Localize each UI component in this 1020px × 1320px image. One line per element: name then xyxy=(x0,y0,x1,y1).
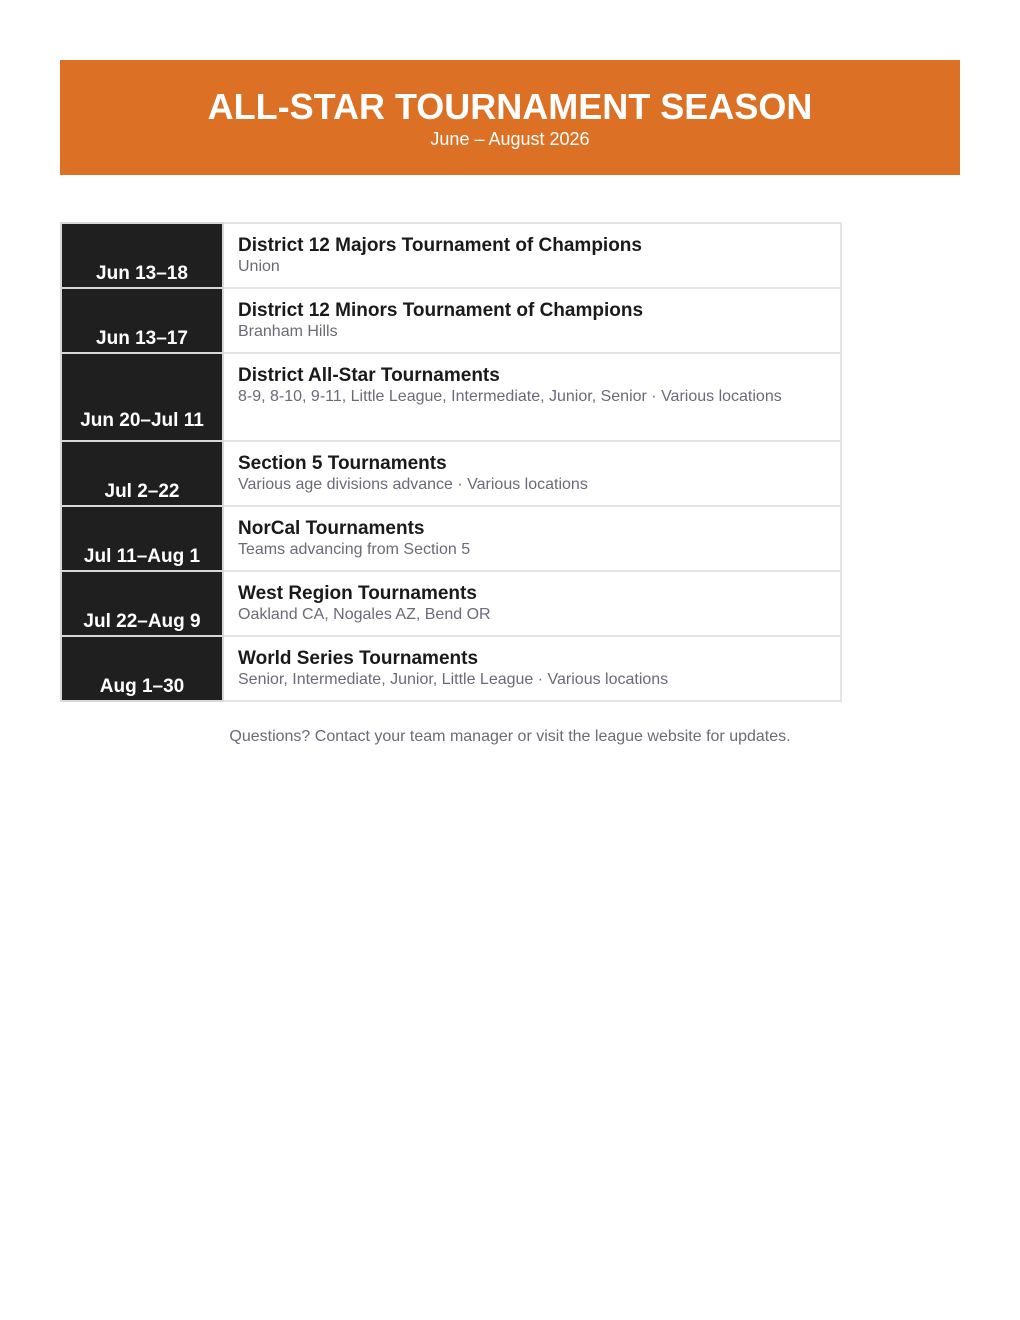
tournament-schedule-table xyxy=(60,222,842,702)
event-date: Jul 22–Aug 9 xyxy=(61,571,223,636)
schedule-row xyxy=(61,353,841,441)
event-title: District All-Star Tournaments xyxy=(238,365,500,386)
event-date: Jun 13–17 xyxy=(61,288,223,353)
event-detail: Senior, Intermediate, Junior, Little League · Various locations xyxy=(238,671,669,688)
event-info xyxy=(223,506,841,571)
event-date: Jul 11–Aug 1 xyxy=(61,506,223,571)
schedule-row xyxy=(61,441,841,506)
event-date: Jun 13–18 xyxy=(61,223,223,288)
event-title: District 12 Majors Tournament of Champions xyxy=(238,235,642,256)
event-date: Jun 20–Jul 11 xyxy=(61,353,223,441)
event-detail: Teams advancing from Section 5 xyxy=(238,541,471,558)
event-detail: Oakland CA, Nogales AZ, Bend OR xyxy=(238,606,491,623)
schedule-row xyxy=(61,571,841,636)
event-info xyxy=(223,353,841,441)
event-detail: Union xyxy=(238,258,280,275)
schedule-row xyxy=(61,506,841,571)
event-info xyxy=(223,571,841,636)
schedule-row xyxy=(61,223,841,288)
footer-note: Questions? Contact your team manager or visit the league website for updates. xyxy=(229,728,791,745)
event-title: District 12 Minors Tournament of Champions xyxy=(238,300,644,321)
page-title: ALL-STAR TOURNAMENT SEASON xyxy=(207,86,813,127)
event-title: Section 5 Tournaments xyxy=(238,453,447,474)
event-date: Jul 2–22 xyxy=(61,441,223,506)
page-subtitle: June – August 2026 xyxy=(430,129,590,149)
event-info xyxy=(223,441,841,506)
event-info xyxy=(223,636,841,701)
event-detail: Branham Hills xyxy=(238,323,338,340)
schedule-row xyxy=(61,288,841,353)
event-title: West Region Tournaments xyxy=(238,583,477,604)
schedule-row xyxy=(61,636,841,701)
header-banner xyxy=(60,60,960,175)
event-detail: 8-9, 8-10, 9-11, Little League, Intermediate, Junior, Senior · Various locations xyxy=(238,388,782,405)
event-info xyxy=(223,223,841,288)
event-title: World Series Tournaments xyxy=(238,648,479,669)
event-date: Aug 1–30 xyxy=(61,636,223,701)
event-info xyxy=(223,288,841,353)
event-title: NorCal Tournaments xyxy=(238,518,425,539)
event-detail: Various age divisions advance · Various locations xyxy=(238,476,588,493)
